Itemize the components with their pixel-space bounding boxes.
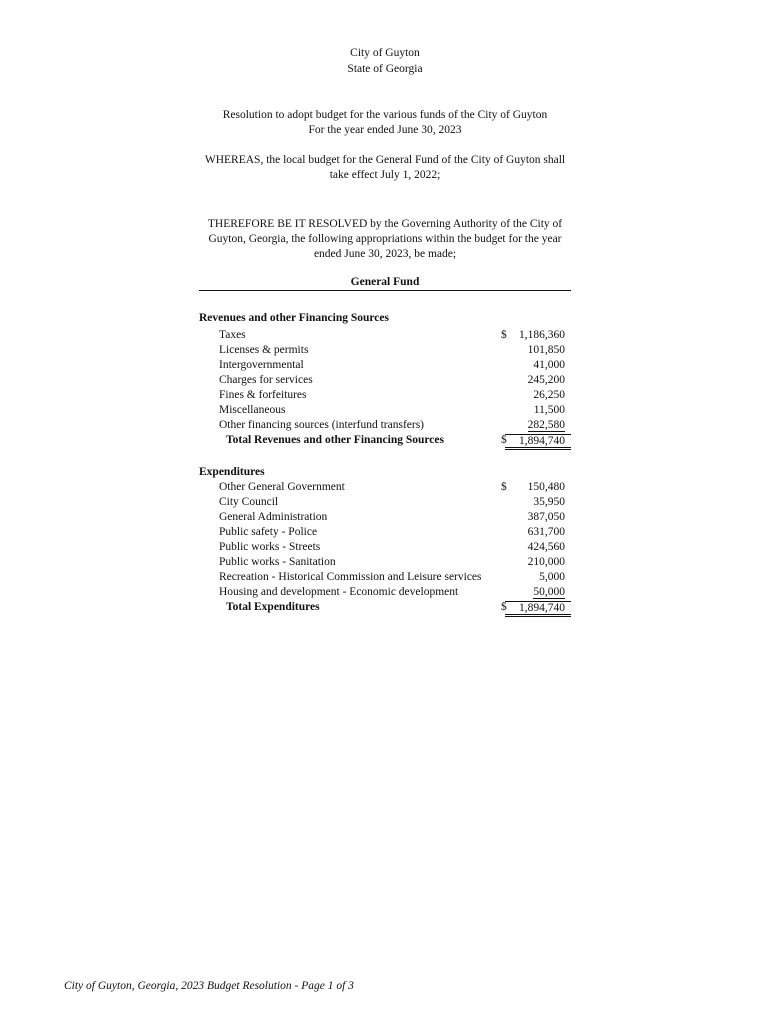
line-item-amount: 5,000 <box>539 571 565 583</box>
line-item-label: Charges for services <box>219 374 313 386</box>
table-row <box>199 556 571 571</box>
total-amount: 1,894,740 <box>505 434 571 450</box>
table-row <box>199 359 571 374</box>
total-row <box>199 434 571 449</box>
line-item-amount: 424,560 <box>527 541 565 553</box>
line-item-amount: 1,186,360 <box>519 329 565 341</box>
line-item-amount: 631,700 <box>527 526 565 538</box>
total-label: Total Revenues and other Financing Sources <box>226 434 444 446</box>
line-item-label: City Council <box>219 496 279 508</box>
line-item-label: Public works - Streets <box>219 541 321 553</box>
therefore-line-1: THEREFORE BE IT RESOLVED by the Governing Authority of the City of <box>207 218 563 230</box>
line-item-label: General Administration <box>219 511 328 523</box>
line-item-label: Recreation - Historical Commission and Leisure services <box>219 571 482 583</box>
currency-symbol: $ <box>501 481 507 493</box>
line-item-label: Intergovernmental <box>219 359 304 371</box>
revenues-heading: Revenues and other Financing Sources <box>199 312 389 324</box>
table-row <box>199 404 571 419</box>
fund-title: General Fund <box>350 276 420 288</box>
table-row <box>199 541 571 556</box>
currency-symbol: $ <box>501 601 507 613</box>
currency-symbol: $ <box>501 434 507 446</box>
table-row <box>199 571 571 586</box>
table-row <box>199 419 571 434</box>
line-item-label: Miscellaneous <box>219 404 286 416</box>
line-item-amount: 26,250 <box>533 389 565 401</box>
state-name: State of Georgia <box>347 63 423 75</box>
total-row <box>199 601 571 616</box>
table-row <box>199 511 571 526</box>
line-item-label: Public works - Sanitation <box>219 556 336 568</box>
fund-title-rule <box>199 290 571 291</box>
total-label: Total Expenditures <box>226 601 320 613</box>
city-name: City of Guyton <box>350 47 420 59</box>
line-item-label: Other financing sources (interfund transfers) <box>219 419 425 431</box>
currency-symbol: $ <box>501 329 507 341</box>
table-row <box>199 344 571 359</box>
resolution-title: Resolution to adopt budget for the various funds of the City of Guyton <box>222 109 548 121</box>
line-item-amount: 41,000 <box>533 359 565 371</box>
line-item-amount: 101,850 <box>527 344 565 356</box>
table-row <box>199 329 571 344</box>
therefore-line-3: ended June 30, 2023, be made; <box>313 248 457 260</box>
line-item-label: Housing and development - Economic development <box>219 586 459 598</box>
whereas-line-1: WHEREAS, the local budget for the General Fund of the City of Guyton shall <box>204 154 566 166</box>
line-item-label: Licenses & permits <box>219 344 309 356</box>
table-row <box>199 586 571 601</box>
line-item-label: Public safety - Police <box>219 526 318 538</box>
therefore-line-2: Guyton, Georgia, the following appropriations within the budget for the year <box>208 233 562 245</box>
line-item-label: Taxes <box>219 329 246 341</box>
line-item-amount: 50,000 <box>533 586 565 598</box>
line-item-amount: 35,950 <box>533 496 565 508</box>
page-footer: City of Guyton, Georgia, 2023 Budget Resolution - Page 1 of 3 <box>64 980 354 992</box>
total-amount: 1,894,740 <box>505 601 571 617</box>
line-item-amount: 11,500 <box>533 404 565 416</box>
line-item-amount: 387,050 <box>527 511 565 523</box>
line-item-amount: 282,580 <box>527 419 565 431</box>
table-row <box>199 526 571 541</box>
expenditures-heading: Expenditures <box>199 466 265 478</box>
whereas-line-2: take effect July 1, 2022; <box>329 169 441 181</box>
line-item-label: Other General Government <box>219 481 345 493</box>
line-item-label: Fines & forfeitures <box>219 389 307 401</box>
table-row <box>199 481 571 496</box>
resolution-period: For the year ended June 30, 2023 <box>308 124 462 136</box>
table-row <box>199 374 571 389</box>
table-row <box>199 389 571 404</box>
line-item-amount: 245,200 <box>527 374 565 386</box>
table-row <box>199 496 571 511</box>
line-item-amount: 150,480 <box>527 481 565 493</box>
line-item-amount: 210,000 <box>527 556 565 568</box>
